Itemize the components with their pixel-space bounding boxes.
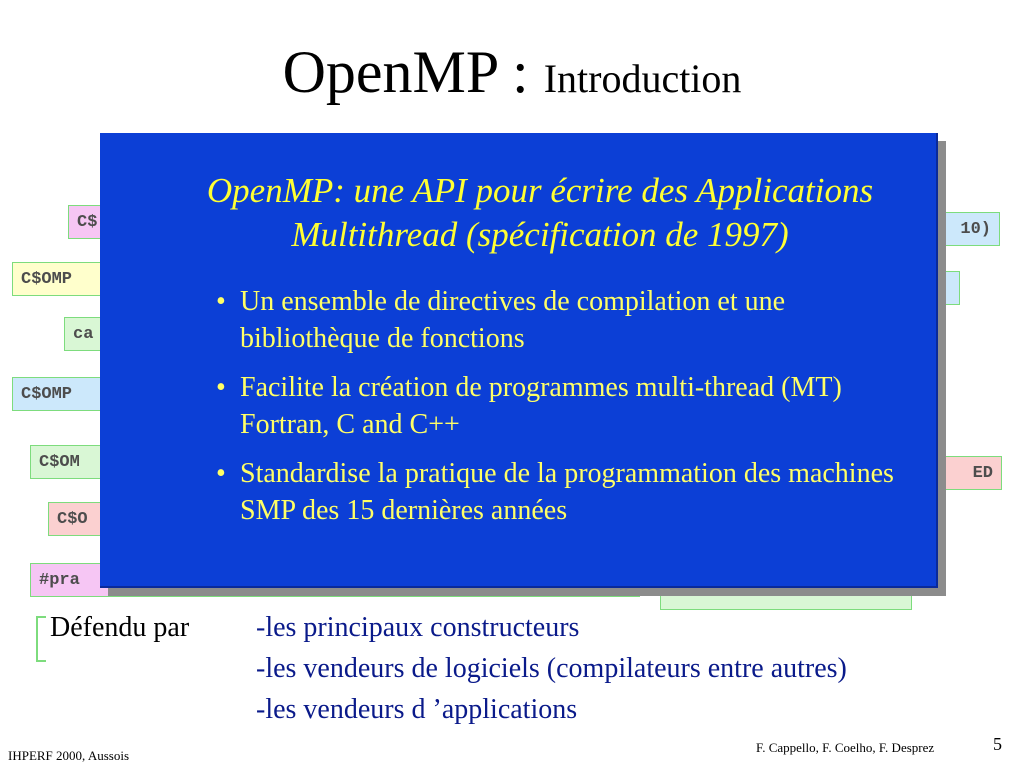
page-number: 5 [993,734,1002,754]
bullet-item: • Un ensemble de directives de compilation et une bibliothèque de fonctions [212,283,912,357]
footer-authors: F. Cappello, F. Coelho, F. Desprez [756,740,935,755]
bracket-decoration [36,616,46,662]
code-box-3: ca [64,317,314,351]
code-box-1: C$ [68,205,308,239]
slide-title [0,38,1024,107]
footer-event: IHPERF 2000, Aussois [8,748,129,763]
code-box-5: C$OM [30,445,310,479]
bullet-item: • Standardise la pratique de la programmation des machines SMP des 15 dernières années [212,455,912,529]
title-separator: : [497,39,544,105]
panel-heading: OpenMP: une API pour écrire des Applications Multithread (spécification de 1997) [206,171,874,254]
bullet-item: • Facilite la création de programmes multi-thread (MT) Fortran, C and C++ [212,369,912,443]
supporter-item: -les principaux constructeurs [256,612,580,643]
supported-by-label: Défendu par [50,612,190,643]
openmp-overview-panel [100,133,938,588]
code-box-7: #pra [30,563,640,597]
code-box-10: ED [800,456,1002,490]
supporter-item: -les vendeurs d ’applications [256,694,578,725]
title-main: OpenMP [282,39,498,105]
bullet-list [212,283,912,541]
code-box-6: C$O [48,502,308,536]
code-box-2: C$OMP [12,262,312,296]
supporter-item: -les vendeurs de logiciels (compilateurs entre autres) [256,653,847,684]
code-box-4: C$OMP [12,377,312,411]
code-box-8: 10) [760,212,1000,246]
title-sub: Introduction [543,56,742,101]
